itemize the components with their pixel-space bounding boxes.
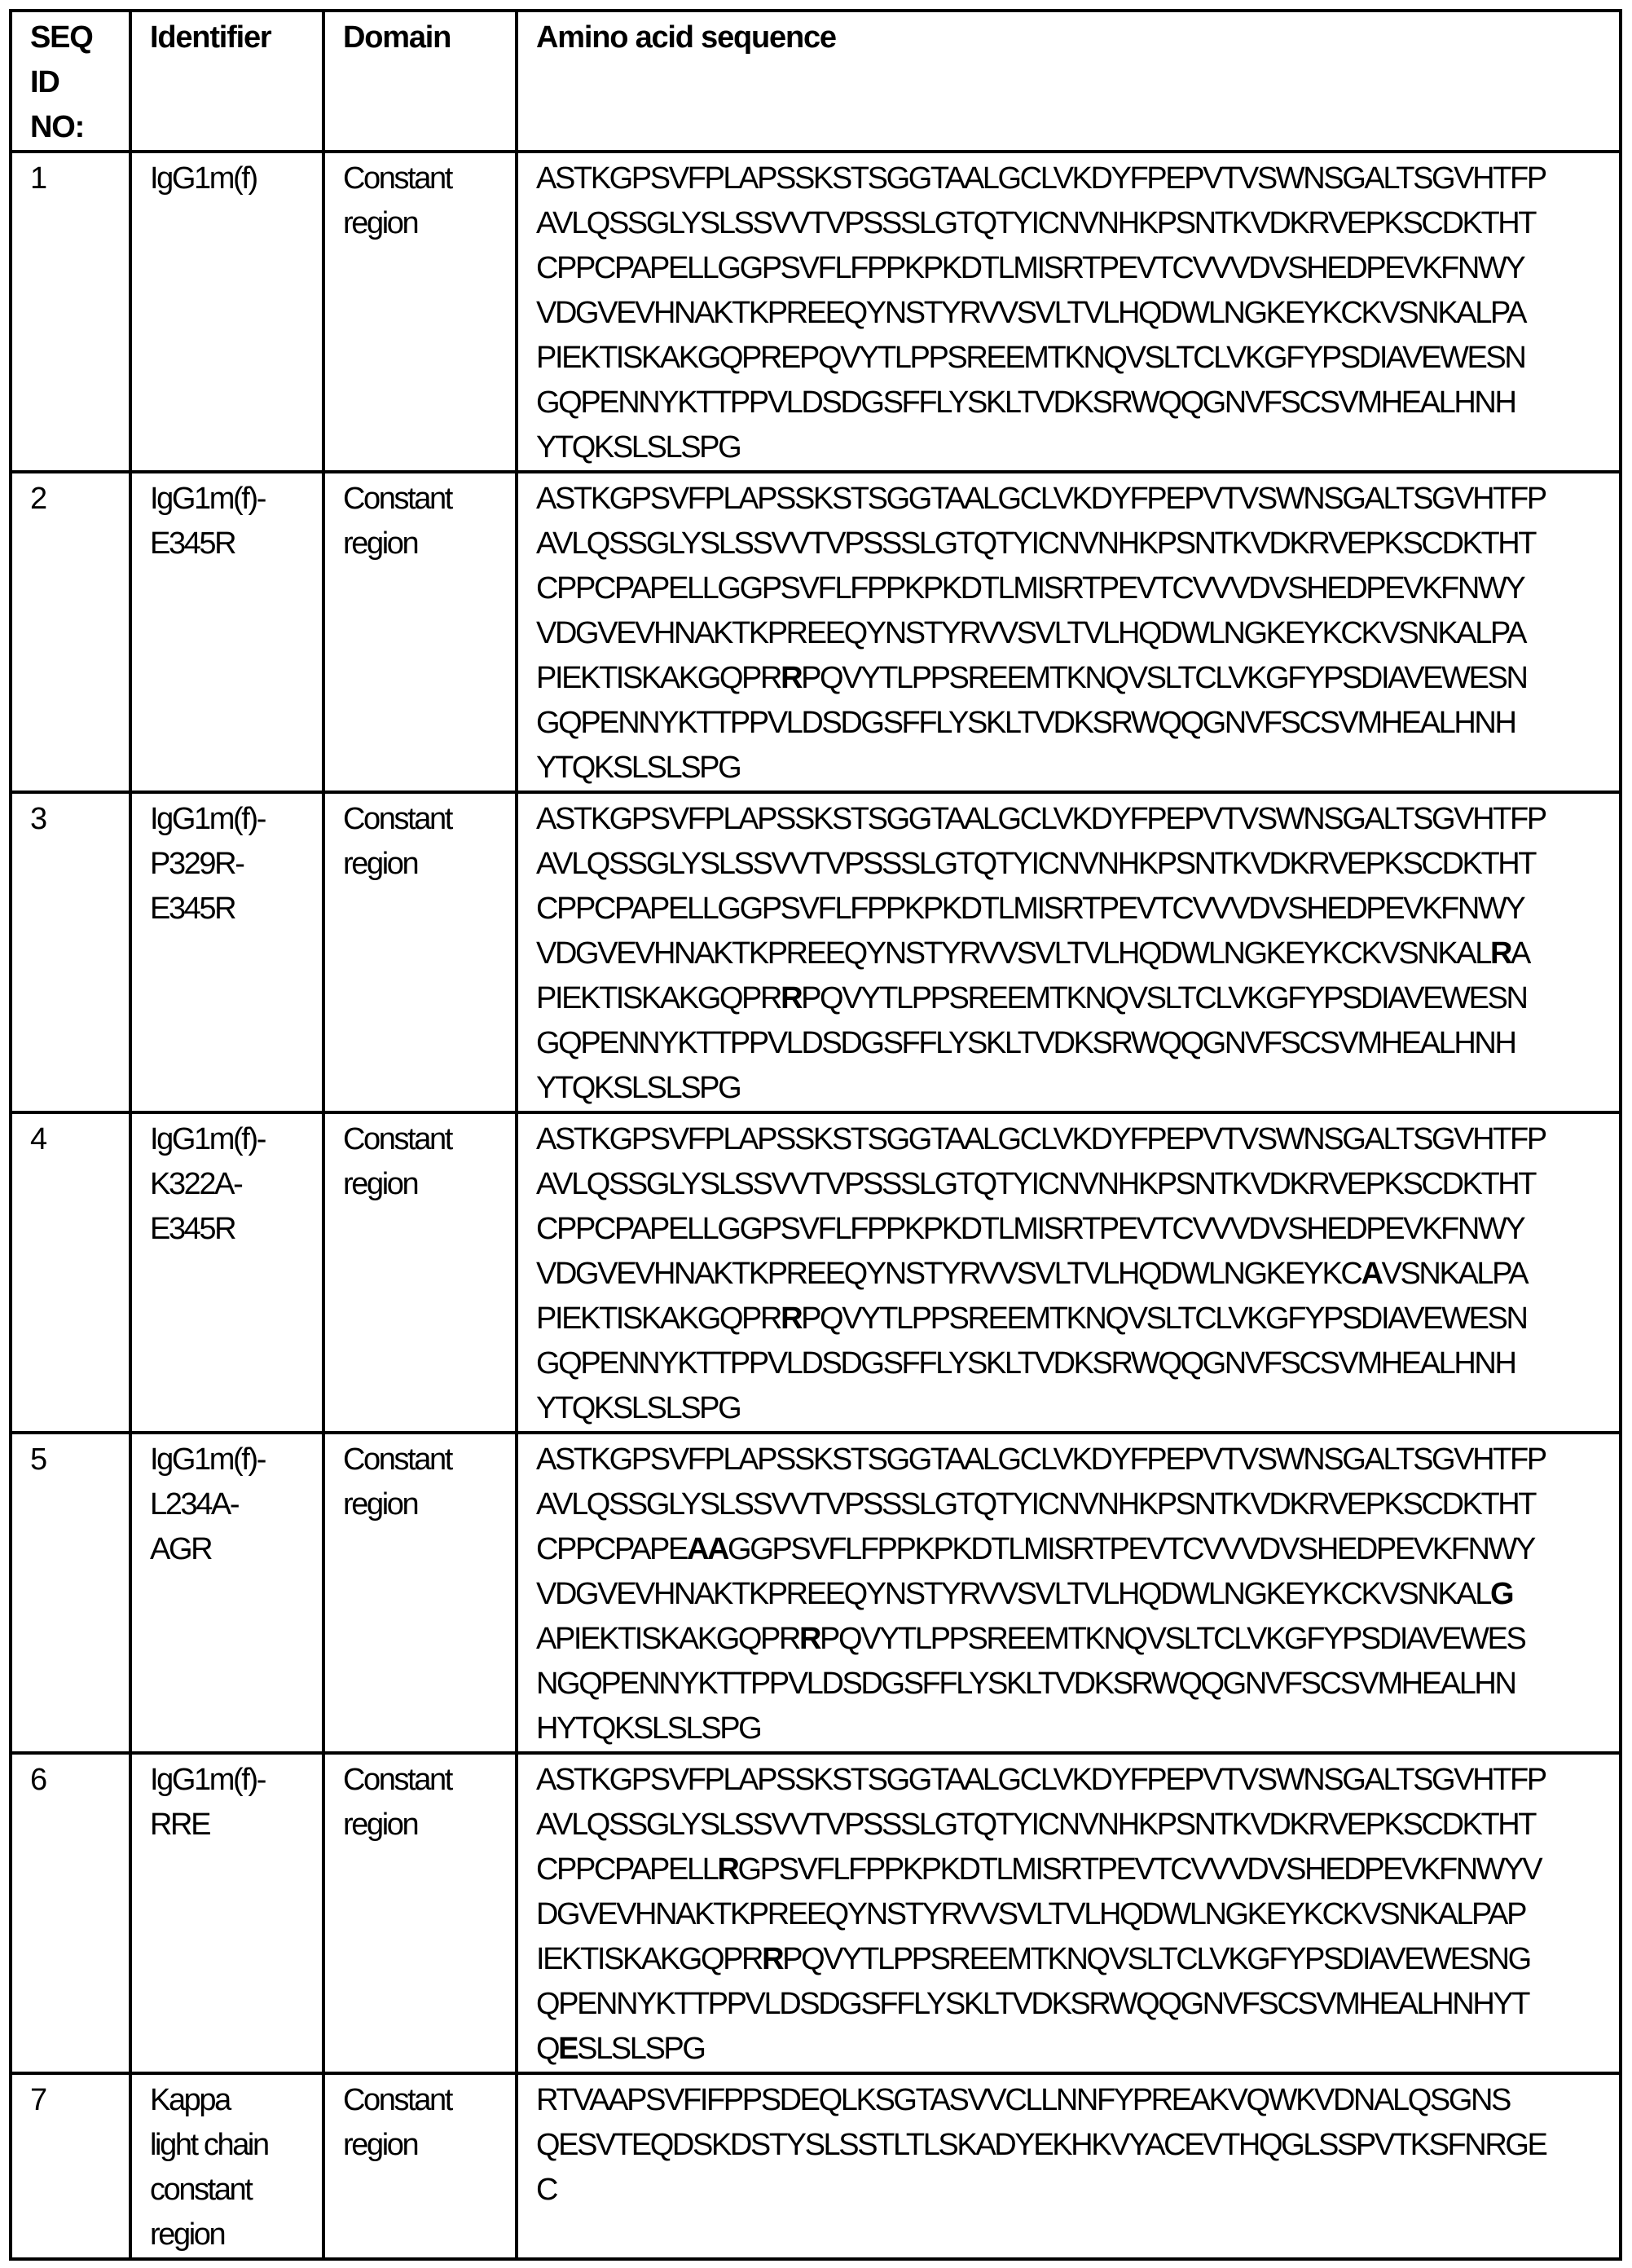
table-row — [11, 1433, 1621, 1753]
sequence-segment: IEKTISKAKGQPR — [536, 1942, 763, 1976]
sequence-line — [536, 1982, 1619, 2027]
sequence-segment: ASTKGPSVFPLAPSSKSTSGGTAALGCLVKDYFPEPVTVSWNSGALTSGVHTFP — [536, 802, 1546, 836]
domain-cell — [323, 792, 517, 1112]
identifier-cell — [130, 1753, 323, 2073]
sequence-line — [536, 1617, 1619, 1662]
sequence-line — [536, 425, 1619, 470]
seq-id-cell: 6 — [11, 1753, 130, 2073]
identifier-line: IgG1m(f)- — [150, 482, 265, 516]
sequence-segment: VDGVEVHNAKTKPREEQYNSTYRVVSVLTVLHQDWLNGKEYKCKVSNKALPA — [536, 616, 1526, 650]
sequence-cell — [517, 1753, 1621, 2073]
sequence-segment: ASTKGPSVFPLAPSSKSTSGGTAALGCLVKDYFPEPVTVSWNSGALTSGVHTFP — [536, 1763, 1546, 1797]
sequence-segment: RTVAAPSVFIFPPSDEQLKSGTASVVCLLNNFYPREAKVQWKVDNALQSGNS — [536, 2083, 1510, 2117]
mutation-residue: A — [1361, 1257, 1382, 1291]
sequence-line — [536, 701, 1619, 746]
sequence-cell — [517, 1433, 1621, 1753]
sequence-segment: CPPCPAPELLGGPSVFLFPPKPKDTLMISRTPEVTCVVVDVSHEDPEVKFNWY — [536, 1212, 1524, 1246]
sequence-segment: VDGVEVHNAKTKPREEQYNSTYRVVSVLTVLHQDWLNGKEYKCKVSNKAL — [536, 936, 1490, 971]
sequence-cell — [517, 152, 1621, 472]
identifier-cell — [130, 792, 323, 1112]
sequence-segment: VDGVEVHNAKTKPREEQYNSTYRVVSVLTVLHQDWLNGKEYKC — [536, 1257, 1361, 1291]
sequence-cell — [517, 2073, 1621, 2259]
identifier-line: IgG1m(f)- — [150, 1122, 265, 1156]
sequence-segment: PIEKTISKAKGQPR — [536, 1301, 781, 1336]
table-row — [11, 1753, 1621, 2073]
sequence-segment: PIEKTISKAKGQPR — [536, 661, 781, 695]
mutation-residue: G — [1489, 1577, 1513, 1611]
sequence-segment: AVLQSSGLYSLSSVVTVPSSSLGTQTYICNVNHKPSNTKVDKRVEPKSCDKTHT — [536, 1808, 1536, 1842]
sequence-line — [536, 291, 1619, 336]
sequence-segment: GQPENNYKTTPPVLDSDGSFFLYSKLTVDKSRWQQGNVFSCSVMHEALHNH — [536, 706, 1515, 740]
sequence-line — [536, 976, 1619, 1021]
sequence-line — [536, 1386, 1619, 1431]
identifier-line: IgG1m(f)- — [150, 1763, 265, 1797]
sequence-segment: AVLQSSGLYSLSSVVTVPSSSLGTQTYICNVNHKPSNTKVDKRVEPKSCDKTHT — [536, 1487, 1536, 1522]
sequence-line — [536, 1207, 1619, 1252]
identifier-line: E345R — [150, 892, 235, 926]
domain-line: Constant — [343, 1442, 451, 1477]
sequence-segment: PQVYTLPPSREEMTKNQVSLTCLVKGFYPSDIAVEWESN — [801, 1301, 1527, 1336]
identifier-line: IgG1m(f)- — [150, 1442, 265, 1477]
sequence-segment: CPPCPAPELL — [536, 1852, 718, 1887]
sequence-line — [536, 842, 1619, 887]
sequence-segment: QESVTEQDSKDSTYSLSSTLTLSKADYEKHKVYACEVTHQGLSSPVTKSFNRGE — [536, 2128, 1546, 2162]
mutation-residue: R — [781, 661, 802, 695]
domain-line: region — [343, 1167, 418, 1201]
sequence-table — [9, 9, 1622, 2261]
sequence-segment: GPSVFLFPPKPKDTLMISRTPEVTCVVVDVSHEDPEVKFNWYV — [737, 1852, 1542, 1887]
sequence-line — [536, 1117, 1619, 1162]
table-row — [11, 152, 1621, 472]
sequence-line — [536, 2078, 1619, 2123]
sequence-segment: ASTKGPSVFPLAPSSKSTSGGTAALGCLVKDYFPEPVTVSWNSGALTSGVHTFP — [536, 1122, 1546, 1156]
header-seq-id: SEQ ID NO: — [11, 11, 130, 152]
sequence-segment: DGVEVHNAKTKPREEQYNSTYRVVSVLTVLHQDWLNGKEYKCKVSNKALPAP — [536, 1897, 1526, 1931]
sequence-line — [536, 1572, 1619, 1617]
domain-cell — [323, 1433, 517, 1753]
identifier-line: IgG1m(f)- — [150, 802, 265, 836]
sequence-line — [536, 656, 1619, 701]
domain-line: Constant — [343, 482, 451, 516]
seq-id-cell: 7 — [11, 2073, 130, 2259]
mutation-residue: R — [799, 1622, 820, 1656]
identifier-line: region — [150, 2217, 225, 2252]
identifier-line: RRE — [150, 1808, 210, 1842]
sequence-segment: VDGVEVHNAKTKPREEQYNSTYRVVSVLTVLHQDWLNGKEYKCKVSNKAL — [536, 1577, 1490, 1611]
table-row — [11, 792, 1621, 1112]
sequence-segment: ASTKGPSVFPLAPSSKSTSGGTAALGCLVKDYFPEPVTVSWNSGALTSGVHTFP — [536, 1442, 1546, 1477]
sequence-segment: ASTKGPSVFPLAPSSKSTSGGTAALGCLVKDYFPEPVTVSWNSGALTSGVHTFP — [536, 482, 1546, 516]
sequence-segment: ASTKGPSVFPLAPSSKSTSGGTAALGCLVKDYFPEPVTVSWNSGALTSGVHTFP — [536, 161, 1546, 196]
sequence-segment: C — [536, 2173, 557, 2207]
sequence-segment: VDGVEVHNAKTKPREEQYNSTYRVVSVLTVLHQDWLNGKEYKCKVSNKALPA — [536, 296, 1526, 330]
domain-line: Constant — [343, 1122, 451, 1156]
mutation-residue: R — [1489, 936, 1511, 971]
mutation-residue: R — [781, 1301, 802, 1336]
sequence-segment: AVLQSSGLYSLSSVVTVPSSSLGTQTYICNVNHKPSNTKVDKRVEPKSCDKTHT — [536, 847, 1536, 881]
sequence-line — [536, 156, 1619, 201]
identifier-cell — [130, 1112, 323, 1433]
seq-id-cell: 4 — [11, 1112, 130, 1433]
sequence-line — [536, 1021, 1619, 1066]
mutation-residue: R — [717, 1852, 738, 1887]
sequence-segment: CPPCPAPELLGGPSVFLFPPKPKDTLMISRTPEVTCVVVDVSHEDPEVKFNWY — [536, 251, 1524, 285]
sequence-line — [536, 201, 1619, 246]
domain-cell — [323, 152, 517, 472]
table-row — [11, 472, 1621, 792]
sequence-line — [536, 1438, 1619, 1482]
sequence-line — [536, 2123, 1619, 2168]
table-row — [11, 1112, 1621, 1433]
sequence-segment: QPENNYKTTPPVLDSDGSFFLYSKLTVDKSRWQQGNVFSCSVMHEALHNHYT — [536, 1987, 1529, 2021]
sequence-cell — [517, 472, 1621, 792]
sequence-cell — [517, 792, 1621, 1112]
sequence-segment: SLSLSPG — [577, 2032, 705, 2066]
sequence-line — [536, 381, 1619, 425]
identifier-line: K322A- — [150, 1167, 242, 1201]
identifier-line: P329R- — [150, 847, 244, 881]
sequence-line — [536, 336, 1619, 381]
sequence-line — [536, 477, 1619, 522]
sequence-segment: YTQKSLSLSPG — [536, 430, 741, 465]
seq-id-cell: 3 — [11, 792, 130, 1112]
sequence-segment: AVLQSSGLYSLSSVVTVPSSSLGTQTYICNVNHKPSNTKVDKRVEPKSCDKTHT — [536, 206, 1536, 240]
sequence-line — [536, 566, 1619, 611]
domain-line: region — [343, 206, 418, 240]
header-domain: Domain — [323, 11, 517, 152]
sequence-segment: YTQKSLSLSPG — [536, 1391, 741, 1425]
sequence-line — [536, 246, 1619, 291]
sequence-line — [536, 611, 1619, 656]
sequence-segment: VSNKALPA — [1381, 1257, 1528, 1291]
sequence-line — [536, 1252, 1619, 1297]
sequence-segment: YTQKSLSLSPG — [536, 751, 741, 785]
sequence-segment: GQPENNYKTTPPVLDSDGSFFLYSKLTVDKSRWQQGNVFSCSVMHEALHNH — [536, 385, 1515, 420]
domain-line: region — [343, 1487, 418, 1522]
sequence-line — [536, 2027, 1619, 2072]
identifier-line: E345R — [150, 1212, 235, 1246]
sequence-segment: GQPENNYKTTPPVLDSDGSFFLYSKLTVDKSRWQQGNVFSCSVMHEALHNH — [536, 1026, 1515, 1060]
domain-line: region — [343, 526, 418, 561]
sequence-line — [536, 931, 1619, 976]
sequence-line — [536, 1803, 1619, 1847]
domain-cell — [323, 2073, 517, 2259]
domain-line: region — [343, 2128, 418, 2162]
identifier-line: light chain — [150, 2128, 268, 2162]
table-body — [11, 152, 1621, 2259]
sequence-segment: PQVYTLPPSREEMTKNQVSLTCLVKGFYPSDIAVEWESN — [801, 981, 1527, 1015]
sequence-segment: Q — [536, 2032, 559, 2066]
sequence-line — [536, 1341, 1619, 1386]
sequence-line — [536, 1527, 1619, 1572]
sequence-line — [536, 1707, 1619, 1751]
sequence-line — [536, 1297, 1619, 1341]
domain-line: Constant — [343, 802, 451, 836]
sequence-line — [536, 1482, 1619, 1527]
domain-cell — [323, 1112, 517, 1433]
seq-id-cell: 5 — [11, 1433, 130, 1753]
sequence-line — [536, 746, 1619, 790]
sequence-segment: HYTQKSLSLSPG — [536, 1711, 761, 1746]
identifier-cell — [130, 472, 323, 792]
sequence-segment: PQVYTLPPSREEMTKNQVSLTCLVKGFYPSDIAVEWESNG — [782, 1942, 1530, 1976]
sequence-segment: YTQKSLSLSPG — [536, 1071, 741, 1105]
sequence-line — [536, 2168, 1619, 2213]
sequence-segment: APIEKTISKAKGQPR — [536, 1622, 799, 1656]
seq-id-cell: 2 — [11, 472, 130, 792]
sequence-line — [536, 522, 1619, 566]
mutation-residue: E — [558, 2032, 578, 2066]
sequence-line — [536, 1162, 1619, 1207]
identifier-cell — [130, 152, 323, 472]
domain-line: region — [343, 1808, 418, 1842]
identifier-line: L234A- — [150, 1487, 239, 1522]
sequence-segment: AVLQSSGLYSLSSVVTVPSSSLGTQTYICNVNHKPSNTKVDKRVEPKSCDKTHT — [536, 1167, 1536, 1201]
sequence-segment: CPPCPAPE — [536, 1532, 687, 1566]
sequence-cell — [517, 1112, 1621, 1433]
domain-line: region — [343, 847, 418, 881]
sequence-segment: PIEKTISKAKGQPR — [536, 981, 781, 1015]
identifier-line: Kappa — [150, 2083, 230, 2117]
header-amino-acid-sequence: Amino acid sequence — [517, 11, 1621, 152]
sequence-segment: AVLQSSGLYSLSSVVTVPSSSLGTQTYICNVNHKPSNTKVDKRVEPKSCDKTHT — [536, 526, 1536, 561]
domain-line: Constant — [343, 161, 451, 196]
sequence-segment: GGPSVFLFPPKPKDTLMISRTPEVTCVVVDVSHEDPEVKFNWY — [728, 1532, 1534, 1566]
identifier-line: AGR — [150, 1532, 212, 1566]
sequence-segment: CPPCPAPELLGGPSVFLFPPKPKDTLMISRTPEVTCVVVDVSHEDPEVKFNWY — [536, 892, 1524, 926]
domain-cell — [323, 472, 517, 792]
sequence-line — [536, 797, 1619, 842]
mutation-residue: R — [762, 1942, 783, 1976]
mutation-residue: AA — [686, 1532, 728, 1566]
domain-cell — [323, 1753, 517, 2073]
sequence-line — [536, 887, 1619, 931]
sequence-segment: GQPENNYKTTPPVLDSDGSFFLYSKLTVDKSRWQQGNVFSCSVMHEALHNH — [536, 1346, 1515, 1381]
sequence-segment: A — [1511, 936, 1529, 971]
identifier-cell — [130, 1433, 323, 1753]
domain-line: Constant — [343, 1763, 451, 1797]
sequence-segment: NGQPENNYKTTPPVLDSDGSFFLYSKLTVDKSRWQQGNVFSCSVMHEALHN — [536, 1667, 1515, 1701]
sequence-segment: PIEKTISKAKGQPREPQVYTLPPSREEMTKNQVSLTCLVKGFYPSDIAVEWESN — [536, 341, 1525, 375]
seq-id-cell: 1 — [11, 152, 130, 472]
sequence-line — [536, 1662, 1619, 1707]
identifier-line: constant — [150, 2173, 252, 2207]
identifier-cell — [130, 2073, 323, 2259]
sequence-segment: CPPCPAPELLGGPSVFLFPPKPKDTLMISRTPEVTCVVVDVSHEDPEVKFNWY — [536, 571, 1524, 606]
identifier-line: E345R — [150, 526, 235, 561]
sequence-line — [536, 1066, 1619, 1111]
sequence-segment: PQVYTLPPSREEMTKNQVSLTCLVKGFYPSDIAVEWESN — [801, 661, 1527, 695]
sequence-segment: PQVYTLPPSREEMTKNQVSLTCLVKGFYPSDIAVEWES — [820, 1622, 1525, 1656]
domain-line: Constant — [343, 2083, 451, 2117]
mutation-residue: R — [781, 981, 802, 1015]
header-identifier: Identifier — [130, 11, 323, 152]
identifier-line: IgG1m(f) — [150, 161, 257, 196]
sequence-line — [536, 1892, 1619, 1937]
table-row — [11, 2073, 1621, 2259]
sequence-line — [536, 1758, 1619, 1803]
header-row — [11, 11, 1621, 152]
sequence-line — [536, 1937, 1619, 1982]
sequence-line — [536, 1847, 1619, 1892]
